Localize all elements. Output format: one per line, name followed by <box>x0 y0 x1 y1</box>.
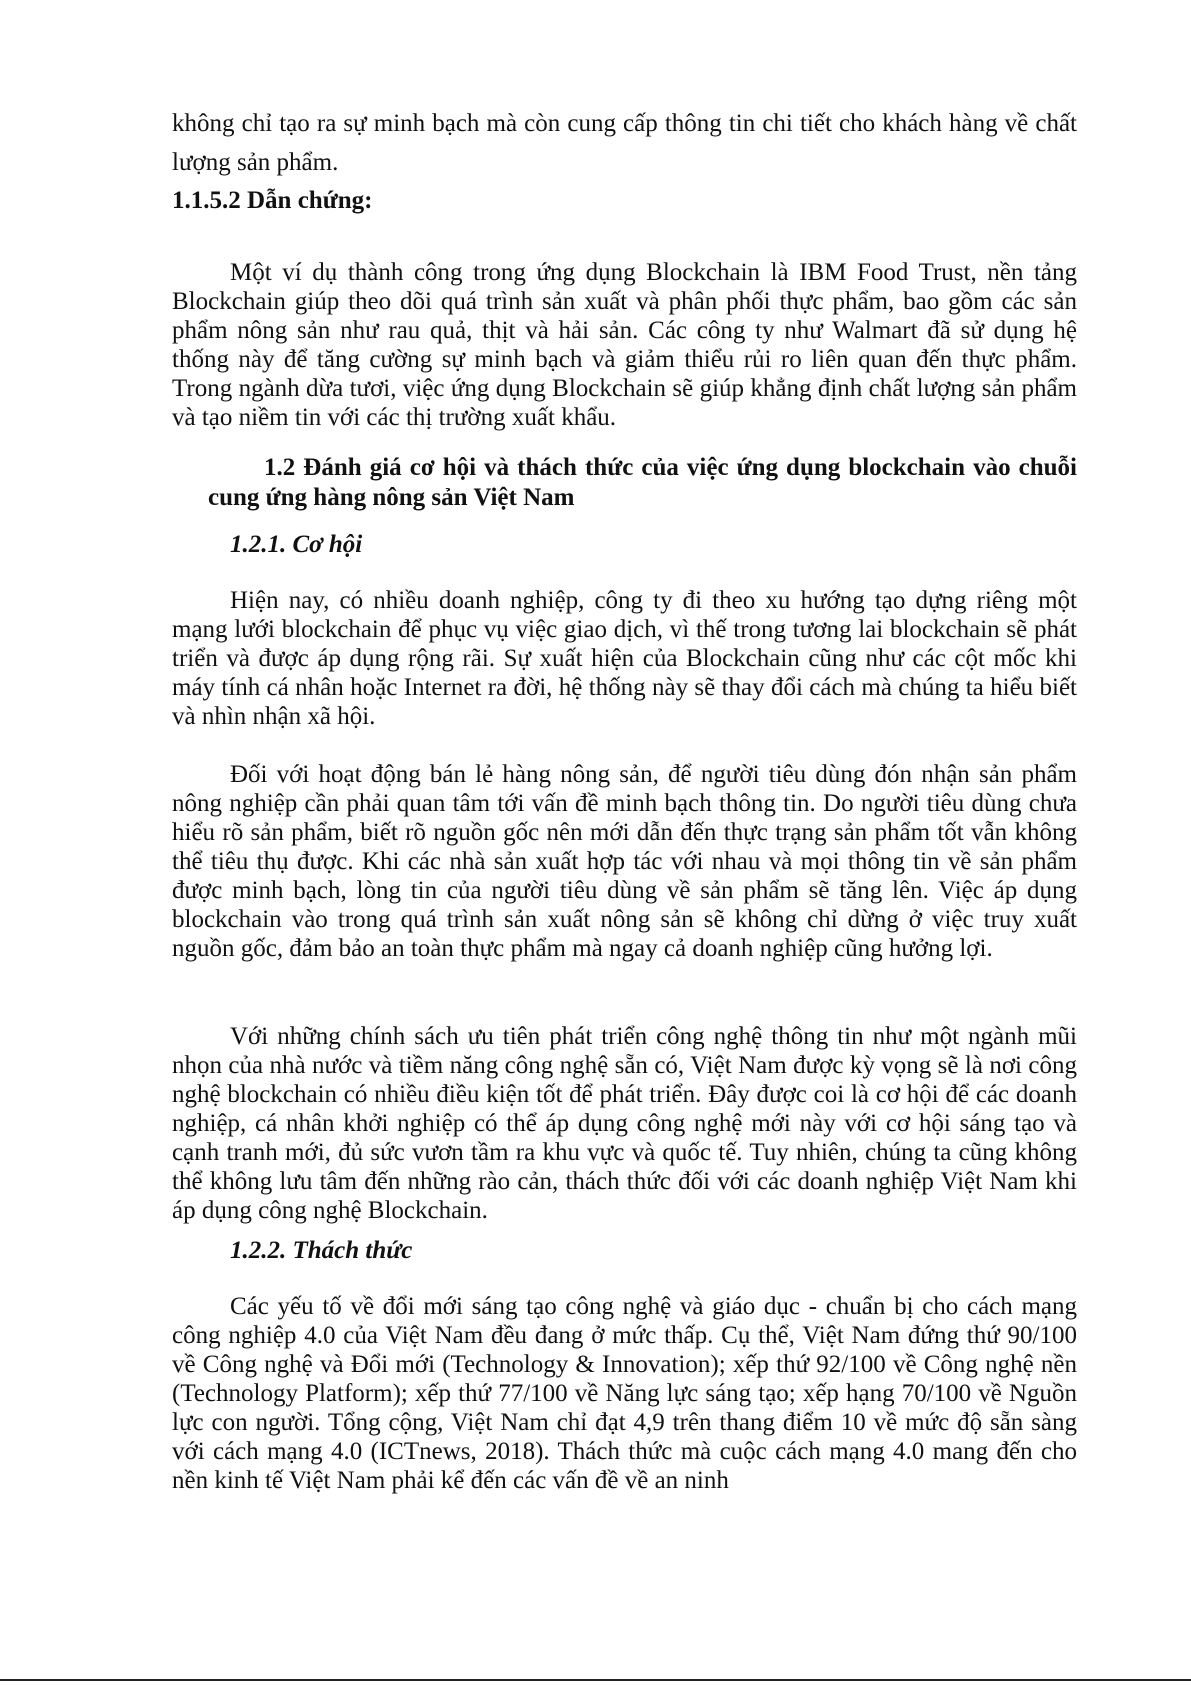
section-heading-1-2-2: 1.2.2. Thách thức <box>230 1237 413 1264</box>
continuation-paragraph: không chỉ tạo ra sự minh bạch mà còn cung cấp thông tin chi tiết cho khách hàng về chất lượng sản phẩm. <box>172 110 1077 176</box>
opportunity-paragraph-2: Đối với hoạt động bán lẻ hàng nông sản, để người tiêu dùng đón nhận sản phẩm nông nghiệp cần phải quan tâm tới vấn đề minh bạch thông tin. Do người tiêu dùng chưa hiểu rõ sản phẩm, biết rõ nguồn gốc nên mới dẫn đến thực trạng sản phẩm tốt vẫn không thể tiêu thụ được. Khi các nhà sản xuất hợp tác với nhau và mọi thông tin về sản phẩm được minh bạch, lòng tin của người tiêu dùng về sản phẩm sẽ tăng lên. Việc áp dụng blockchain vào trong quá trình sản xuất nông sản sẽ không chỉ dừng ở việc truy xuất nguồn gốc, đảm bảo an toàn thực phẩm mà ngay cả doanh nghiệp cũng hưởng lợi. <box>172 761 1077 962</box>
opportunity-paragraph-1: Hiện nay, có nhiều doanh nghiệp, công ty đi theo xu hướng tạo dựng riêng một mạng lưới blockchain để phục vụ việc giao dịch, vì thế trong tương lai blockchain sẽ phát triển và được áp dụng rộng rãi. Sự xuất hiện của Blockchain cũng như các cột mốc khi máy tính cá nhân hoặc Internet ra đời, hệ thống này sẽ thay đổi cách mà chúng ta hiểu biết và nhìn nhận xã hội. <box>172 587 1077 730</box>
section-heading-1-2-1: 1.2.1. Cơ hội <box>230 531 363 558</box>
footer-rule <box>0 1679 1191 1681</box>
challenge-paragraph: Các yếu tố về đổi mới sáng tạo công nghệ và giáo dục - chuẩn bị cho cách mạng công nghiệp 4.0 của Việt Nam đều đang ở mức thấp. Cụ thể, Việt Nam đứng thứ 90/100 về Công nghệ và Đổi mới (Technology & Innovation); xếp thứ 92/100 về Công nghệ nền (Technology Platform); xếp thứ 77/100 về Năng lực sáng tạo; xếp hạng 70/100 về Nguồn lực con người. Tổng cộng, Việt Nam chỉ đạt 4,9 trên thang điểm 10 về mức độ sẵn sàng với cách mạng 4.0 (ICTnews, 2018). Thách thức mà cuộc cách mạng 4.0 mang đến cho nền kinh tế Việt Nam phải kể đến các vấn đề về an ninh <box>172 1293 1077 1494</box>
opportunity-paragraph-3: Với những chính sách ưu tiên phát triển công nghệ thông tin như một ngành mũi nhọn của nhà nước và tiềm năng công nghệ sẵn có, Việt Nam được kỳ vọng sẽ là nơi công nghệ blockchain có nhiều điều kiện tốt để phát triển. Đây được coi là cơ hội để các doanh nghiệp, cá nhân khởi nghiệp có thể áp dụng công nghệ mới này với cơ hội sáng tạo và cạnh tranh mới, đủ sức vươn tầm ra khu vực và quốc tế. Tuy nhiên, chúng ta cũng không thể không lưu tâm đến những rào cản, thách thức đối với các doanh nghiệp Việt Nam khi áp dụng công nghệ Blockchain. <box>172 1023 1077 1224</box>
section-heading-1-2: 1.2 Đánh giá cơ hội và thách thức của việc ứng dụng blockchain vào chuỗi cung ứng hàng nông sản Việt Nam <box>208 454 1077 511</box>
section-heading-1-1-5-2: 1.1.5.2 Dẫn chứng: <box>172 187 373 214</box>
section-1-1-5-2-paragraph: Một ví dụ thành công trong ứng dụng Blockchain là IBM Food Trust, nền tảng Blockchain giúp theo dõi quá trình sản xuất và phân phối thực phẩm, bao gồm các sản phẩm nông sản như rau quả, thịt và hải sản. Các công ty như Walmart đã sử dụng hệ thống này để tăng cường sự minh bạch và giảm thiểu rủi ro liên quan đến thực phẩm. Trong ngành dừa tươi, việc ứng dụng Blockchain sẽ giúp khẳng định chất lượng sản phẩm và tạo niềm tin với các thị trường xuất khẩu. <box>172 259 1077 431</box>
